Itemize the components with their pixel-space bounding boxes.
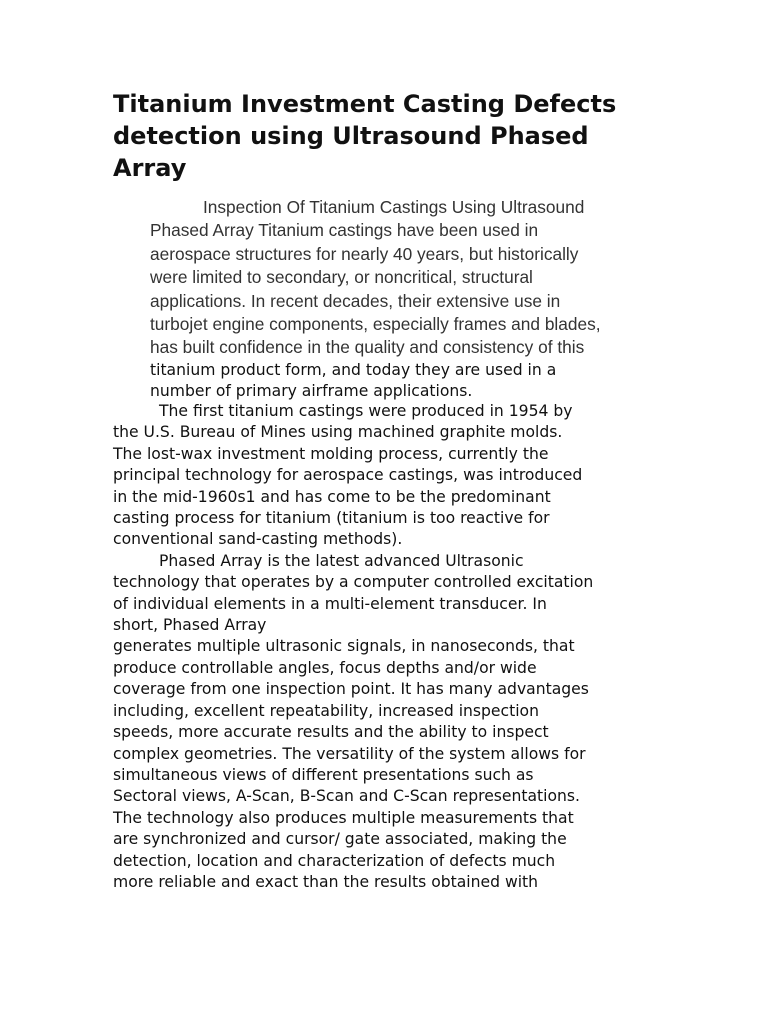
text-line: complex geometries. The versatility of the system allows for [113,744,586,763]
title-line: detection using Ultrasound Phased [113,122,589,150]
text-line: conventional sand-casting methods). [113,530,403,549]
title-line: Array [113,154,187,182]
text-line: titanium product form, and today they are used in a [150,360,557,379]
text-line: speeds, more accurate results and the ability to inspect [113,723,549,742]
text-line: casting process for titanium (titanium is too reactive for [113,509,550,528]
intro-continued-block [150,360,670,402]
intro-sans-block [150,196,670,360]
text-line: produce controllable angles, focus depths and/or wide [113,658,537,677]
text-line: Sectoral views, A-Scan, B-Scan and C-Scan representations. [113,787,581,806]
text-line: simultaneous views of different presentations such as [113,765,534,784]
text-line: coverage from one inspection point. It has many advantages [113,680,589,699]
text-line: applications. In recent decades, their extensive use in [150,290,561,311]
text-line: short, Phased Array [113,616,267,635]
body-text [113,401,673,893]
title-line: Titanium Investment Casting Defects [113,90,617,118]
text-line: the U.S. Bureau of Mines using machined graphite molds. [113,423,563,442]
text-line: turbojet engine components, especially frames and blades, [150,314,601,335]
intro-paragraph [150,196,670,402]
text-line: detection, location and characterization of defects much [113,851,556,870]
text-line: generates multiple ultrasonic signals, in nanoseconds, that [113,637,575,656]
text-line: Inspection Of Titanium Castings Using Ultrasound [203,197,585,217]
text-line: principal technology for aerospace castings, was introduced [113,466,583,485]
document-title [113,88,673,184]
text-line: aerospace structures for nearly 40 years, but historically [150,243,579,264]
text-line: more reliable and exact than the results obtained with [113,872,539,891]
text-line: Phased Array Titanium castings have been used in [150,220,539,241]
text-line: of individual elements in a multi-element transducer. In [113,594,547,613]
text-line: The lost-wax investment molding process, currently the [113,444,549,463]
text-line: in the mid-1960s1 and has come to be the predominant [113,487,551,506]
text-line: has built confidence in the quality and consistency of this [150,337,585,358]
text-line: were limited to secondary, or noncritical, structural [150,267,533,288]
text-line: including, excellent repeatability, increased inspection [113,701,539,720]
text-line: technology that operates by a computer controlled excitation [113,573,594,592]
text-line: number of primary airframe applications. [150,381,473,400]
text-line: are synchronized and cursor/ gate associated, making the [113,830,567,849]
text-line: The technology also produces multiple measurements that [113,808,574,827]
text-line: Phased Array is the latest advanced Ultrasonic [159,551,524,570]
text-line: The first titanium castings were produced in 1954 by [159,402,573,420]
